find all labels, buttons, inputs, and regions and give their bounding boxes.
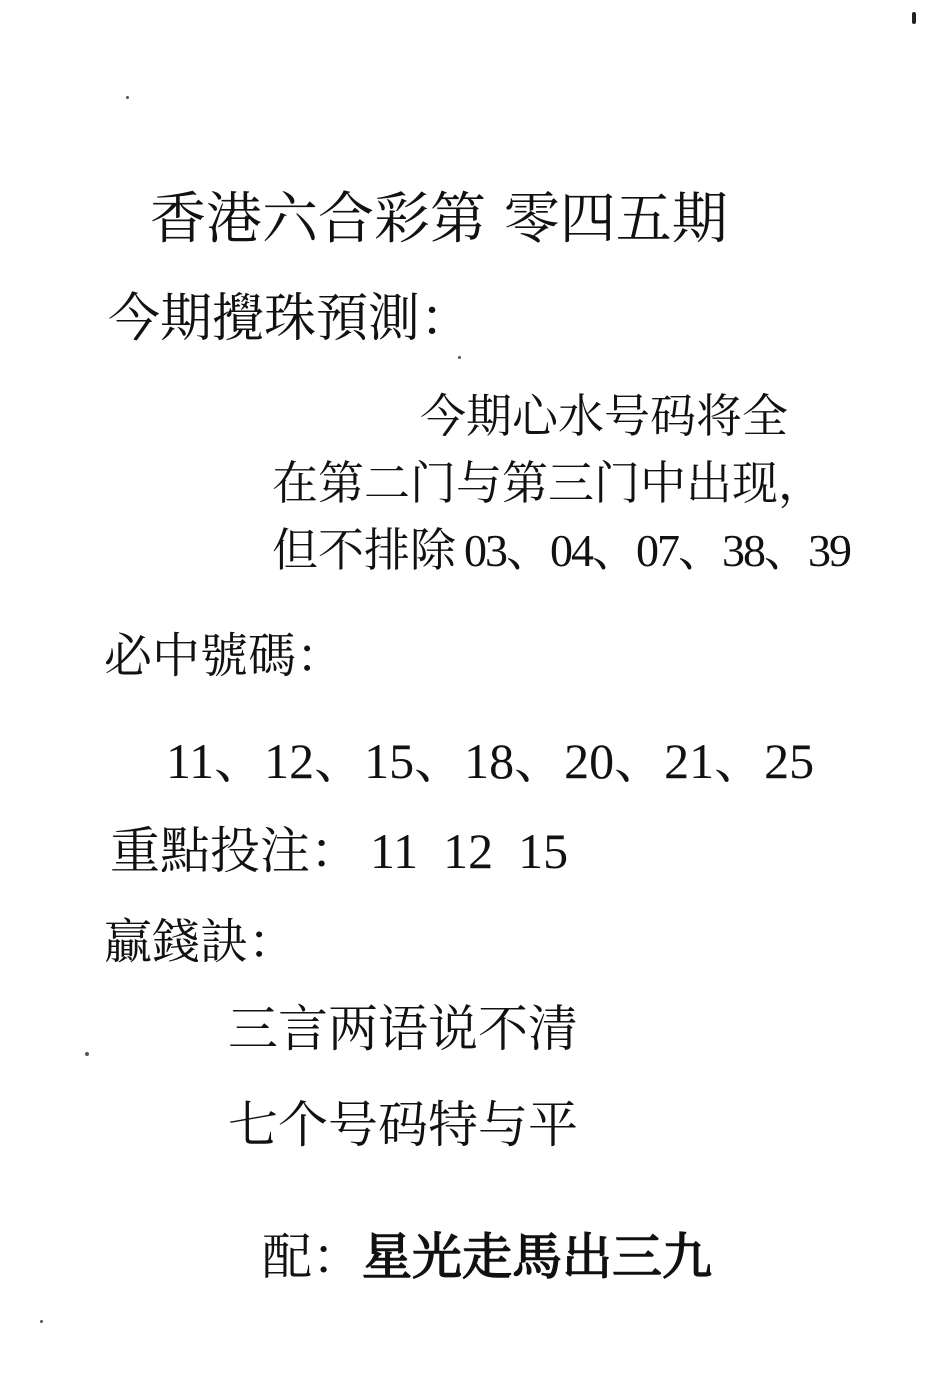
pairing-label: 配： [262,1228,362,1286]
sure-numbers: 11、12、15、18、20、21、25 [166,733,815,789]
prediction-line-3 [272,523,850,577]
prediction-line-1: 今期心水号码将全 [420,389,788,443]
scan-speck [85,1052,89,1056]
pairing-text: 星光走馬出三九 [362,1228,712,1286]
prediction-heading: 今期攪珠預測： [108,289,473,349]
key-bet-row [110,822,569,880]
prediction-line-2: 在第二门与第三门中出现， [272,456,824,510]
scan-speck [40,1320,43,1323]
prediction-line-3-prefix: 但不排除 [272,523,456,577]
scan-speck [458,356,461,359]
winning-tip-line-1: 三言两语说不清 [228,1000,578,1058]
excluded-numbers: 03、04、07、38、39 [464,525,850,576]
sure-numbers-heading: 必中號碼： [104,628,345,684]
page-title: 香港六合彩第 零四五期 [150,187,728,252]
key-bet-label: 重點投注： [110,822,360,880]
scan-edge-mark [912,12,916,24]
key-bet-numbers: 11 12 15 [370,823,569,879]
scan-speck [126,96,129,99]
pairing-row [262,1228,712,1286]
winning-tip-line-2: 七个号码特与平 [228,1096,578,1154]
winning-tip-heading: 贏錢訣： [104,914,297,970]
